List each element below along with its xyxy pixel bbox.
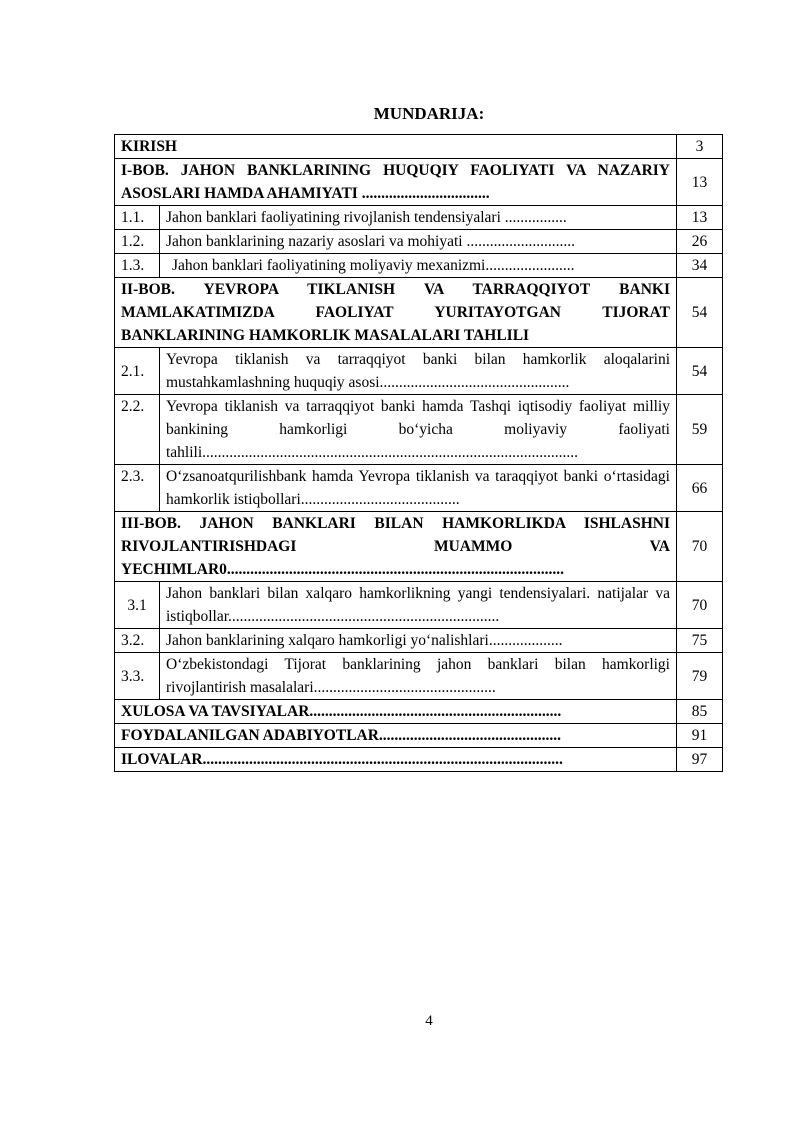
toc-section-number: 3.3. [115, 653, 160, 700]
toc-page: 70 [677, 512, 723, 582]
toc-section-title: O‘zsanoatqurilishbank hamda Yevropa tiklanish va taraqqiyot banki o‘rtasidagi hamkorlik istiqbollari......................................... [160, 465, 677, 512]
toc-page: 54 [677, 278, 723, 348]
toc-page: 97 [677, 748, 723, 772]
toc-section-title: Jahon banklarining xalqaro hamkorligi yo‘nalishlari................... [160, 629, 677, 653]
toc-page: 3 [677, 135, 723, 159]
toc-row-3-2 [115, 629, 723, 653]
toc-row-3-1 [115, 582, 723, 629]
page-number: 4 [425, 1013, 433, 1029]
toc-section-title: Yevropa tiklanish va tarraqqiyot banki hamda Tashqi iqtisodiy faoliyat milliy bankining hamkorligi bo‘yicha moliyaviy faoliyati tahlili................................................................................................. [160, 395, 677, 465]
toc-page: 79 [677, 653, 723, 700]
toc-row-1-1 [115, 206, 723, 230]
toc-page: 13 [677, 159, 723, 206]
toc-page: 85 [677, 700, 723, 724]
toc-row-xulosa [115, 700, 723, 724]
page-title: MUNDARIJA: [373, 104, 485, 123]
toc-row-chapter-1 [115, 159, 723, 206]
toc-section-number: 2.1. [115, 348, 160, 395]
toc-heading: XULOSA VA TAVSIYALAR................................................................. [115, 700, 677, 724]
toc-row-2-3 [115, 465, 723, 512]
toc-section-number: 2.2. [115, 395, 160, 465]
toc-section-number: 3.1 [115, 582, 160, 629]
toc-row-chapter-2 [115, 278, 723, 348]
toc-section-number: 1.3. [115, 254, 160, 278]
toc-section-title: Jahon banklari bilan xalqaro hamkorlikning yangi tendensiyalari. natijalar va istiqbollar...................................................................... [160, 582, 677, 629]
toc-section-title: O‘zbekistondagi Tijorat banklarining jahon banklari bilan hamkorligi rivojlantirish masalalari............................................... [160, 653, 677, 700]
toc-row-2-2 [115, 395, 723, 465]
toc-section-title: Jahon banklari faoliyatining rivojlanish tendensiyalari ................ [160, 206, 677, 230]
toc-page: 13 [677, 206, 723, 230]
toc-row-3-3 [115, 653, 723, 700]
toc-section-title: Jahon banklari faoliyatining moliyaviy mexanizmi....................... [160, 254, 677, 278]
toc-page: 66 [677, 465, 723, 512]
toc-page: 34 [677, 254, 723, 278]
table-of-contents [114, 134, 723, 772]
toc-row-ilovalar [115, 748, 723, 772]
toc-heading: III-BOB. JAHON BANKLARI BILAN HAMKORLIKDA ISHLASHNI RIVOJLANTIRISHDAGI MUAMMO VA YECHIMLAR0....................................................................................... [115, 512, 677, 582]
toc-row-1-2 [115, 230, 723, 254]
toc-heading: I-BOB. JAHON BANKLARINING HUQUQIY FAOLIYATI VA NAZARIY ASOSLARI HAMDA AHAMIYATI ................................. [115, 159, 677, 206]
toc-row-adabiyotlar [115, 724, 723, 748]
toc-row-2-1 [115, 348, 723, 395]
toc-section-number: 1.1. [115, 206, 160, 230]
toc-heading: ILOVALAR............................................................................................. [115, 748, 677, 772]
toc-section-number: 1.2. [115, 230, 160, 254]
toc-row-kirish [115, 135, 723, 159]
toc-section-title: Jahon banklarining nazariy asoslari va mohiyati ............................ [160, 230, 677, 254]
toc-page: 91 [677, 724, 723, 748]
toc-page: 59 [677, 395, 723, 465]
toc-heading: II-BOB. YEVROPA TIKLANISH VA TARRAQQIYOT BANKI MAMLAKATIMIZDA FAOLIYAT YURITAYOTGAN TIJORAT BANKLARINING HAMKORLIK MASALALARI TAHLILI [115, 278, 677, 348]
toc-section-title: Yevropa tiklanish va tarraqqiyot banki bilan hamkorlik aloqalarini mustahkamlashning huquqiy asosi................................................. [160, 348, 677, 395]
toc-page: 26 [677, 230, 723, 254]
toc-page: 54 [677, 348, 723, 395]
toc-section-number: 3.2. [115, 629, 160, 653]
toc-section-number: 2.3. [115, 465, 160, 512]
toc-row-1-3 [115, 254, 723, 278]
toc-page: 70 [677, 582, 723, 629]
toc-page: 75 [677, 629, 723, 653]
toc-heading: KIRISH [115, 135, 677, 159]
toc-row-chapter-3 [115, 512, 723, 582]
toc-heading: FOYDALANILGAN ADABIYOTLAR............................................... [115, 724, 677, 748]
